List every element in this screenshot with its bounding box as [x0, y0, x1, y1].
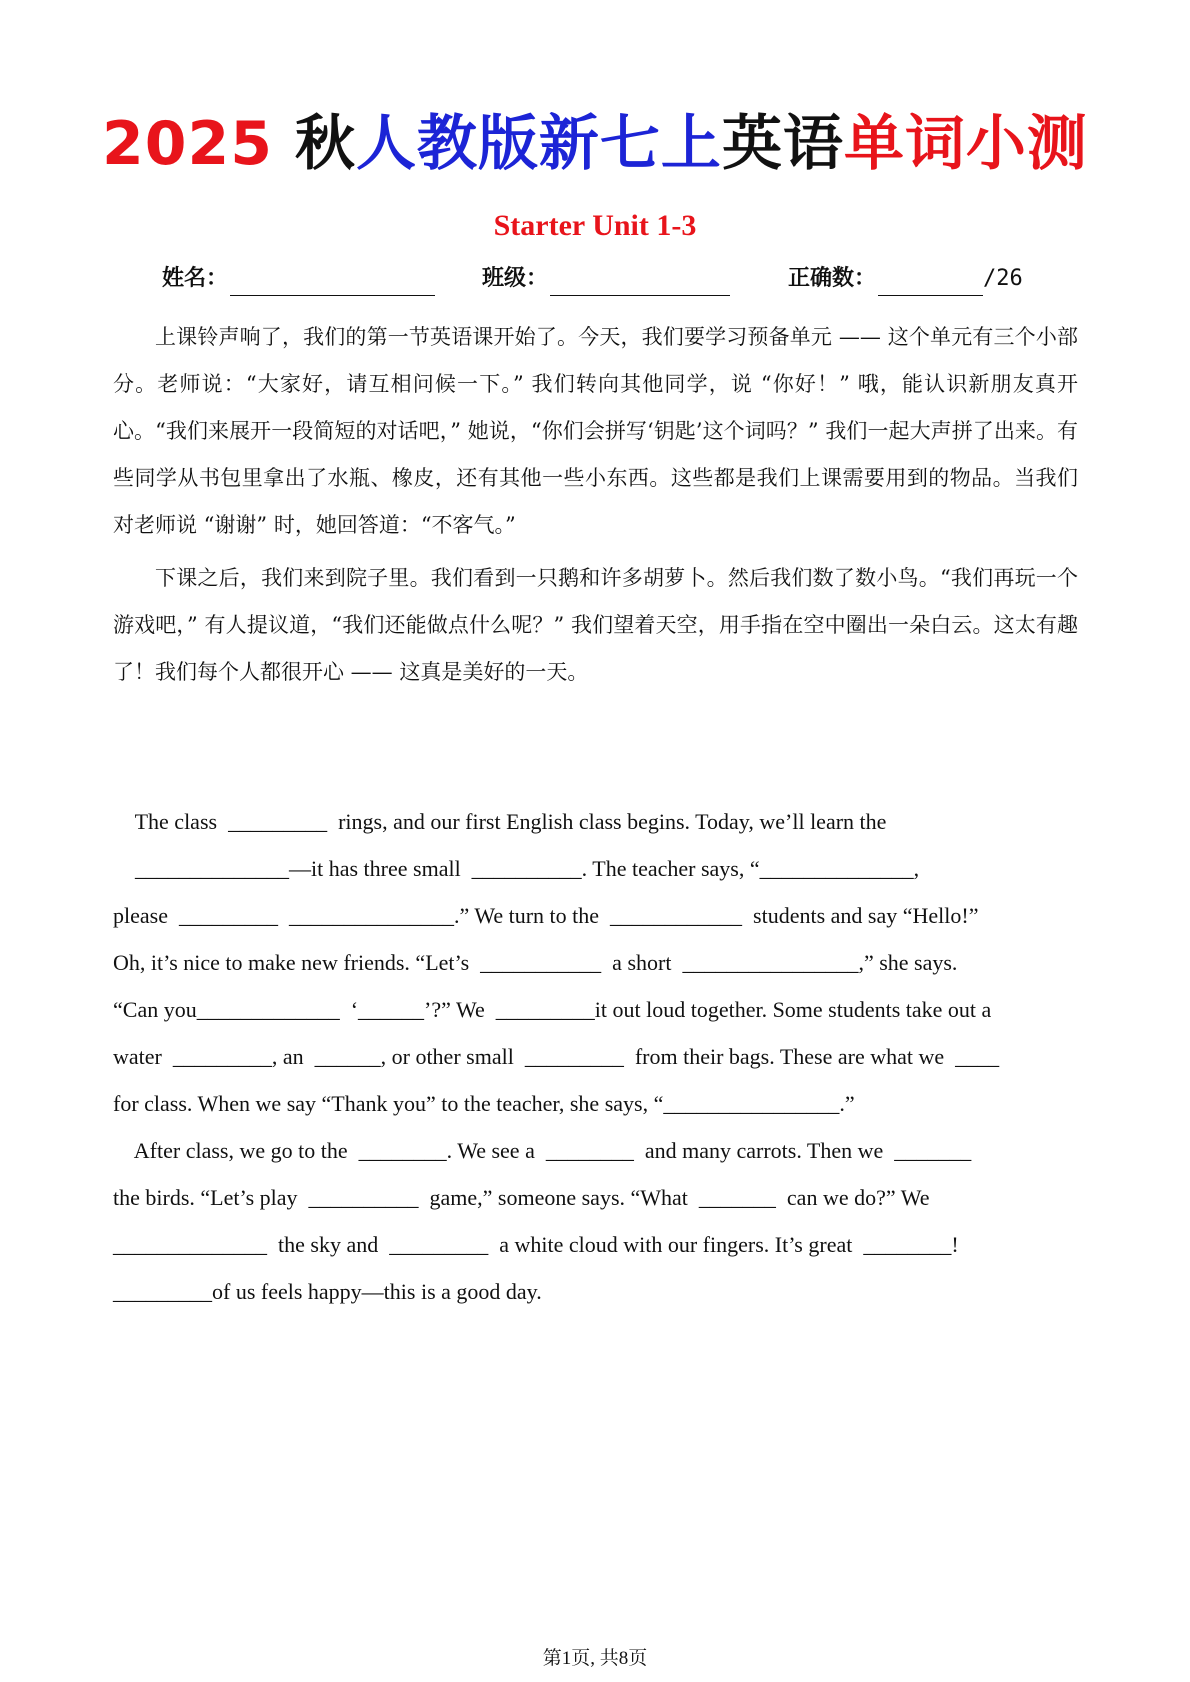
page-title [0, 104, 1190, 184]
score-total: /26 [983, 266, 1023, 291]
cloze-line: please _________ _______________.” We turn to the ____________ students and say “Hello!” [113, 903, 979, 928]
class-label: 班级： [482, 266, 549, 291]
cloze-line: The class _________ rings, and our first English class begins. Today, we’ll learn the [113, 809, 887, 834]
title-year: 2025 [102, 109, 274, 179]
score-blank[interactable] [878, 269, 983, 296]
cloze-line: ______________ the sky and _________ a white cloud with our fingers. It’s great ________! [113, 1232, 959, 1257]
cloze-line: for class. When we say “Thank you” to the teacher, she says, “________________.” [113, 1091, 855, 1116]
name-field[interactable] [162, 262, 435, 296]
cloze-line: “Can you_____________ ‘______’?” We _________it out loud together. Some students take out a [113, 997, 992, 1022]
chinese-paragraph-2: 下课之后，我们来到院子里。我们看到一只鹅和许多胡萝卜。然后我们数了数小鸟。“我们再玩一个游戏吧，” 有人提议道，“我们还能做点什么呢？” 我们望着天空，用手指在空中圈出一朵白云。这太有趣了！我们每个人都很开心 —— 这真是美好的一天。 [113, 566, 1078, 684]
cloze-line: ______________—it has three small __________. The teacher says, “______________, [113, 856, 920, 881]
title-subject: 英语 [721, 109, 844, 179]
score-field[interactable] [788, 262, 1023, 296]
cloze-line: the birds. “Let’s play __________ game,” someone says. “What _______ can we do?” We [113, 1185, 930, 1210]
chinese-passage [113, 314, 1078, 696]
cloze-line: water _________, an ______, or other small _________ from their bags. These are what we ____ [113, 1044, 1000, 1069]
title-edition: 人教版新七上 [355, 109, 722, 179]
class-blank[interactable] [550, 269, 730, 296]
title-autumn: 秋 [294, 109, 356, 179]
cloze-line: After class, we go to the ________. We see a ________ and many carrots. Then we _______ [113, 1138, 972, 1163]
cloze-line: _________of us feels happy—this is a good day. [113, 1279, 542, 1304]
title-test: 单词小测 [843, 109, 1088, 179]
name-label: 姓名： [162, 266, 229, 291]
chinese-paragraph-1: 上课铃声响了，我们的第一节英语课开始了。今天，我们要学习预备单元 —— 这个单元有三个小部分。老师说：“大家好，请互相问候一下。” 我们转向其他同学，说 “你好！” 哦，能认识新朋友真开心。“我们来展开一段简短的对话吧，” 她说，“你们会拼写‘钥匙’这个词吗？” 我们一起大声拼了出来。有些同学从书包里拿出了水瓶、橡皮，还有其他一些小东西。这些都是我们上课需要用到的物品。当我们对老师说 “谢谢” 时，她回答道：“不客气。” [113, 325, 1078, 537]
score-label: 正确数： [788, 266, 877, 291]
class-field[interactable] [482, 262, 730, 296]
cloze-line: Oh, it’s nice to make new friends. “Let’s ___________ a short ________________,” she says. [113, 950, 958, 975]
page-number: 第1页, 共8页 [542, 1648, 648, 1669]
name-blank[interactable] [230, 269, 435, 296]
unit-subtitle: Starter Unit 1-3 [493, 209, 697, 242]
